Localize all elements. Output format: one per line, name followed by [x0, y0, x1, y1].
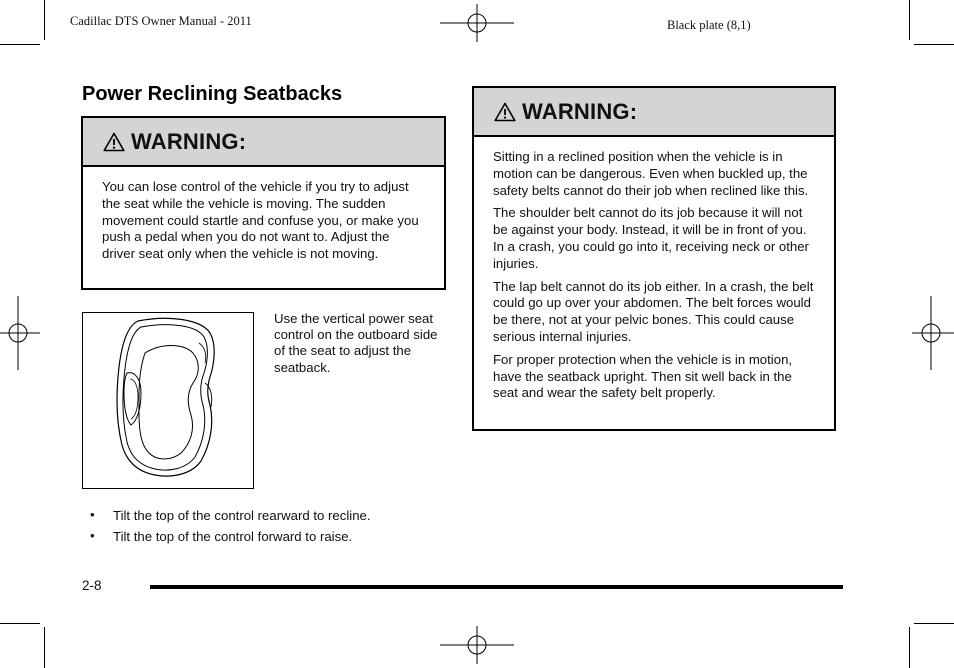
list-item: • Tilt the top of the control rearward to recline. [90, 507, 371, 523]
bullet-icon: • [90, 507, 95, 522]
warning-body [474, 137, 834, 402]
crop-mark [0, 623, 40, 624]
registration-mark-right [912, 296, 954, 370]
warning-box-driver-seat [81, 116, 446, 290]
registration-mark-bottom [440, 626, 514, 664]
warning-paragraph: Sitting in a reclined position when the vehicle is in motion can be dangerous. Even when buckled up, the safety belts cannot do their job when reclined like this. [493, 149, 809, 198]
seat-control-icon [83, 313, 253, 488]
crop-mark [44, 627, 45, 668]
warning-paragraph: The shoulder belt cannot do its job because it will not be against your body. Instead, it will be in front of you. In a crash, you could go into it, receiving neck or other injuries. [493, 205, 809, 271]
instruction-text: Use the vertical power seat control on the outboard side of the seat to adjust the seatback. [274, 311, 438, 375]
crop-mark [0, 44, 40, 45]
page-number: 2-8 [82, 578, 102, 593]
warning-box-reclined-position [472, 86, 836, 431]
bullet-icon: • [90, 528, 95, 543]
crop-mark [44, 0, 45, 40]
crop-mark [909, 0, 910, 40]
seat-control-illustration [82, 312, 254, 489]
warning-header [83, 118, 444, 167]
warning-body [83, 167, 444, 263]
list-item: • Tilt the top of the control forward to raise. [90, 528, 353, 544]
warning-label: WARNING: [522, 98, 638, 124]
warning-triangle-icon [103, 132, 125, 152]
warning-paragraph: The lap belt cannot do its job either. In a crash, the belt could go up over your abdomen. The belt forces would be there, not at your pelvic bones. This could cause serious internal injuries. [493, 278, 814, 344]
warning-paragraph: You can lose control of the vehicle if you try to adjust the seat while the vehicle is moving. The sudden movement could startle and confuse you, or make you push a pedal when you do not want to. Adjust the driver seat only when the vehicle is not moving. [102, 179, 419, 262]
section-title: Power Reclining Seatbacks [82, 83, 343, 105]
warning-paragraph: For proper protection when the vehicle is in motion, have the seatback upright. Then sit well back in the seat and wear the safety belt properly. [493, 351, 793, 401]
registration-mark-top [440, 4, 514, 42]
manual-title: Cadillac DTS Owner Manual - 2011 [70, 14, 252, 28]
warning-triangle-icon [494, 102, 516, 122]
warning-header [474, 88, 834, 137]
footer-rule [150, 585, 843, 589]
crop-mark [914, 44, 954, 45]
crop-mark [914, 623, 954, 624]
plate-label: Black plate (8,1) [667, 18, 751, 32]
instruction-bullets [90, 508, 371, 550]
registration-mark-left [0, 296, 40, 370]
crop-mark [909, 627, 910, 668]
warning-label: WARNING: [131, 128, 247, 154]
